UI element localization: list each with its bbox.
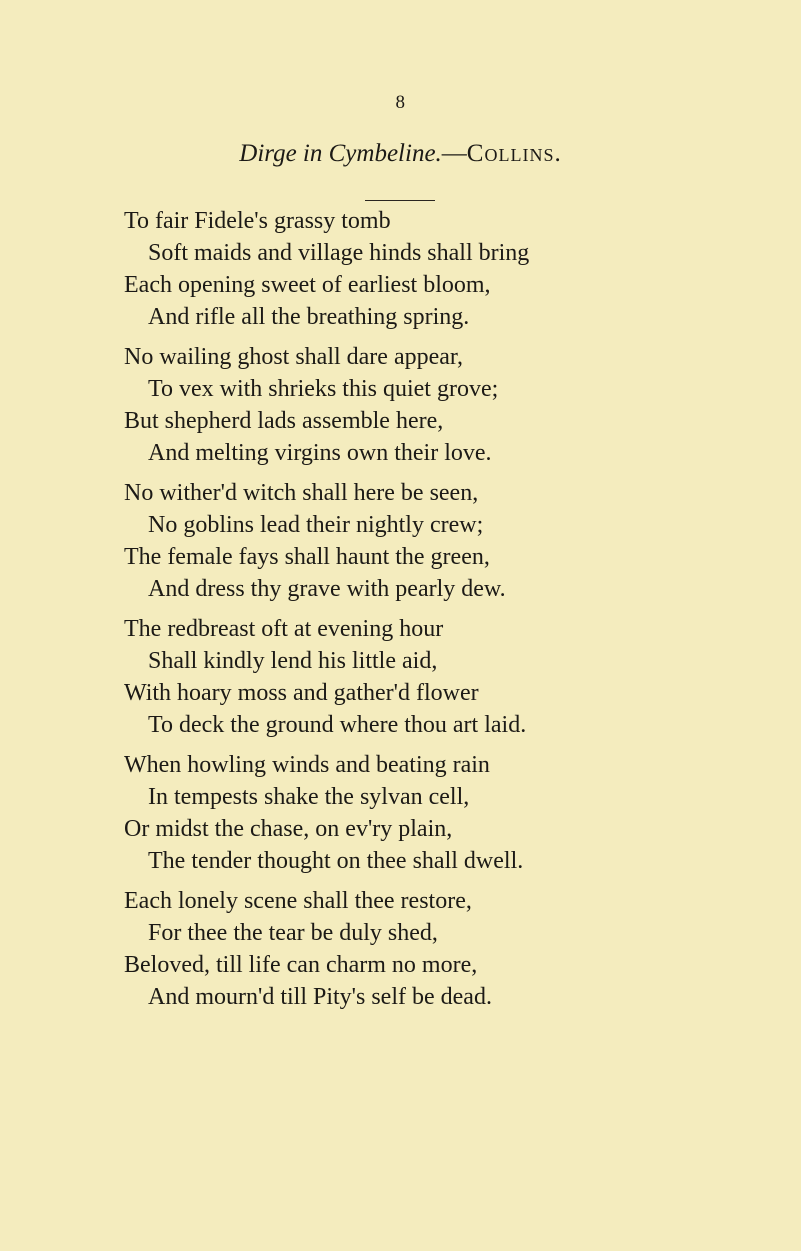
- poem-line: And mourn'd till Pity's self be dead.: [148, 984, 492, 1010]
- poem-line: The female fays shall haunt the green,: [124, 544, 490, 570]
- poem-line: The redbreast oft at evening hour: [124, 616, 444, 642]
- poem-line: The tender thought on thee shall dwell.: [148, 848, 524, 874]
- poem-line: But shepherd lads assemble here,: [124, 408, 444, 434]
- poem-line: Each lonely scene shall thee restore,: [124, 888, 472, 914]
- stanza: [124, 885, 724, 1013]
- poem-line: To fair Fidele's grassy tomb: [124, 208, 391, 234]
- stanza: [124, 749, 724, 877]
- poem-line: For thee the tear be duly shed,: [148, 920, 438, 946]
- poem-line: No wailing ghost shall dare appear,: [124, 344, 463, 370]
- poem-line: And dress thy grave with pearly dew.: [148, 576, 506, 602]
- poem-line: Or midst the chase, on ev'ry plain,: [124, 816, 453, 842]
- poem-line: No goblins lead their nightly crew;: [148, 512, 484, 538]
- poem-line: With hoary moss and gather'd flower: [124, 680, 479, 706]
- poem-line: And melting virgins own their love.: [148, 440, 492, 466]
- poem-line: No wither'd witch shall here be seen,: [124, 480, 479, 506]
- poem-line: When howling winds and beating rain: [124, 752, 490, 778]
- title-divider: [365, 200, 435, 201]
- stanza: [124, 205, 724, 333]
- page-number: 8: [395, 92, 406, 113]
- poem-line: Soft maids and village hinds shall bring: [148, 240, 530, 266]
- poem-line: In tempests shake the sylvan cell,: [148, 784, 470, 810]
- poem-line: To vex with shrieks this quiet grove;: [148, 376, 499, 402]
- poem-line: And rifle all the breathing spring.: [148, 304, 470, 330]
- poem-line: Shall kindly lend his little aid,: [148, 648, 438, 674]
- stanza: [124, 477, 724, 605]
- poem-line: Beloved, till life can charm no more,: [124, 952, 478, 978]
- stanza: [124, 341, 724, 469]
- poem-body: [124, 205, 724, 1021]
- poem-line: To deck the ground where thou art laid.: [148, 712, 527, 738]
- title-dash: —: [441, 140, 467, 167]
- poem-title: [0, 138, 801, 170]
- author-name: Collins.: [466, 140, 562, 167]
- work-title: Dirge in Cymbeline.: [239, 140, 442, 167]
- stanza: [124, 613, 724, 741]
- poem-line: Each opening sweet of earliest bloom,: [124, 272, 491, 298]
